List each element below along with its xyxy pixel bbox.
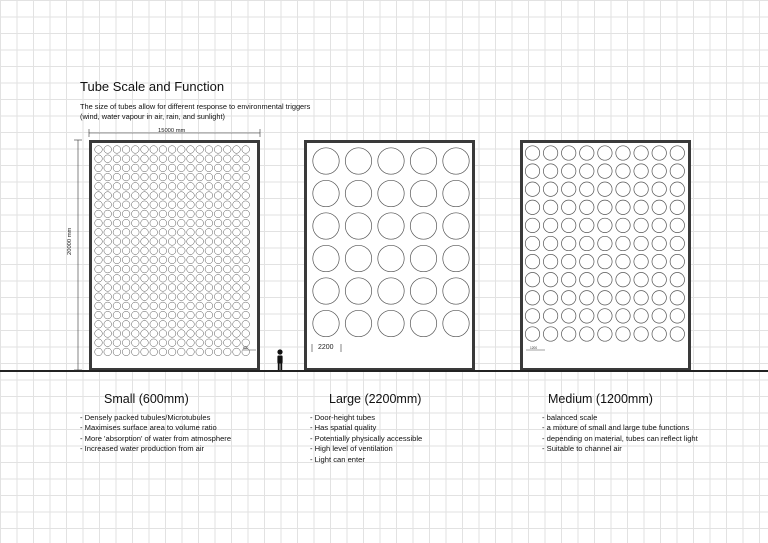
page-title: Tube Scale and Function (80, 79, 225, 94)
large-panel-bullets (310, 413, 422, 465)
bullet-item: - Densely packed tubules/Microtubules (80, 413, 211, 422)
subtitle-line-1: The size of tubes allow for different response to environmental triggers (80, 102, 311, 111)
bullet-item: - Increased water production from air (80, 444, 205, 454)
bullet-item: - Suitable to channel air (542, 444, 622, 454)
medium-panel-bullets (542, 413, 698, 455)
bullet-item: - Maximises surface area to volume ratio (80, 423, 217, 433)
bullet-item: - High level of ventilation (310, 444, 393, 454)
bullet-item: - a mixture of small and large tube functions (542, 423, 690, 433)
small-dim-label: 600 (243, 346, 249, 350)
small-panel-bullets (80, 413, 231, 455)
medium-dim-label: 1200 (530, 346, 538, 350)
large-tube-dimension-label: 2200 (318, 344, 334, 351)
bullet-item: - Has spatial quality (310, 423, 377, 433)
human-scale-figure (277, 349, 282, 370)
height-dimension-label: 20000 mm (67, 227, 73, 255)
bullet-item: - Potentially physically accessible (310, 433, 423, 443)
bullet-item: - More 'absorption' of water from atmosphere (80, 433, 232, 443)
small-panel-heading: Small (600mm) (104, 392, 189, 406)
medium-panel-heading: Medium (1200mm) (548, 392, 653, 406)
bullet-item: - balanced scale (542, 413, 598, 422)
bullet-item: - depending on material, tubes can reflect light (542, 433, 698, 443)
large-panel-heading: Large (2200mm) (329, 392, 422, 406)
bullet-item: - Door-height tubes (310, 413, 376, 422)
width-dimension-label: 15000 mm (158, 128, 186, 134)
subtitle-line-2: (wind, water vapour in air, rain, and sunlight) (80, 112, 226, 121)
bullet-item: - Light can enter (310, 454, 365, 464)
